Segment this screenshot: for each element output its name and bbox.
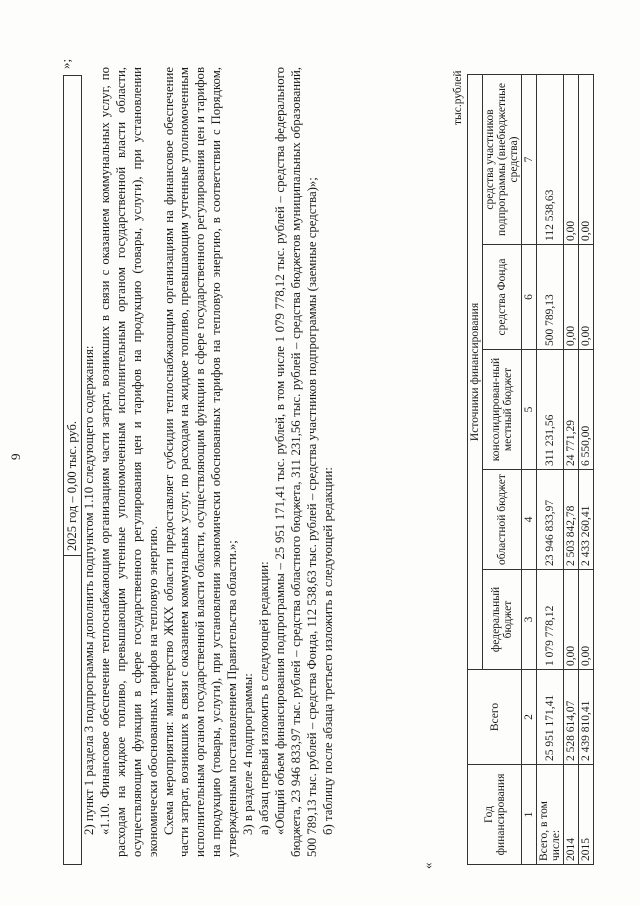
header-municipal: консолидирован-ный местный бюджет bbox=[483, 350, 522, 470]
paragraph: б) таблицу после абзаца третьего изложить в следующей редакции: bbox=[320, 467, 335, 835]
previous-table-empty-cell bbox=[64, 556, 82, 865]
cell-fund: 0,00 bbox=[579, 245, 594, 350]
cell-participants: 112 538,63 bbox=[537, 74, 564, 244]
paragraph: Схема мероприятия: министерство ЖКХ области предоставляет субсидии теплоснабжающим организациям на финансовое обеспечение части затрат, возникших в связи с оказанием коммунальных услуг, по расходам на жидкое топливо, превышающим учтенные уполномоченным исполнительным органом государственной власти области, осуществляющим функции в сфере государственного регулирования цен и тарифов на продукцию (товары, услуги), при установлении экономически обоснованных тарифов на тепловую энергию, в соответствии с Порядком, утвержденным постановлением Правительства области.»; bbox=[161, 67, 240, 857]
cell-municipal: 311 231,56 bbox=[537, 350, 564, 470]
cell-regional: 23 946 833,97 bbox=[537, 470, 564, 570]
cell-municipal: 24 771,29 bbox=[564, 350, 579, 470]
paragraph: «1.10. Финансовое обеспечение теплоснабжающим организациям части затрат, возникших в связи с оказанием коммунальных услуг, по расходам на жидкое топливо, превышающим учтенные уполномоченным исполнительным органом государственной власти области, осуществляющим функции в сфере государственного регулирования цен и тарифов на продукцию (товары, услуги), при установлении экономически обоснованных тарифов на тепловую энергию. bbox=[97, 67, 160, 857]
header-year: Год финансирования bbox=[468, 765, 522, 865]
cell-participants: 0,00 bbox=[564, 74, 579, 244]
column-index: 7 bbox=[522, 74, 537, 244]
column-index: 4 bbox=[522, 470, 537, 570]
cell-municipal: 6 550,00 bbox=[579, 350, 594, 470]
units-label: тыс.рублей bbox=[452, 70, 464, 125]
header-regional: областной бюджет bbox=[483, 470, 522, 570]
cell-total: 2 528 614,07 bbox=[564, 670, 579, 765]
cell-fund: 0,00 bbox=[564, 245, 579, 350]
body-text bbox=[82, 67, 337, 857]
paragraph: 2) пункт 1 раздела 3 подпрограммы дополнить подпунктом 1.10 следующего содержания: bbox=[82, 345, 96, 835]
cell-year: Всего, в том числе: bbox=[537, 765, 564, 865]
financing-table bbox=[467, 74, 594, 865]
table-row bbox=[579, 74, 594, 864]
cell-federal: 0,00 bbox=[579, 570, 594, 670]
page-number: 9 bbox=[8, 453, 23, 460]
paragraph: «Общий объем финансирования подпрограммы – 25 951 171,41 тыс. рублей, в том числе 1 079 778,12 тыс. рублей – средства федерального бюджета, 23 946 833,97 тыс. рублей – средства областного бюджета, 311 231,56 тыс. рублей – средства бюджетов муниципальных образований, 500 789,13 тыс. рублей – средства Фонда, 112 538,63 тыс. рублей – средства участников подпрограммы (заемные средства)»; bbox=[272, 67, 319, 857]
cell-year: 2015 bbox=[579, 765, 594, 865]
paragraph: а) абзац первый изложить в следующей редакции: bbox=[256, 561, 271, 835]
header-federal: федеральный бюджет bbox=[483, 570, 522, 670]
cell-total: 2 439 810,41 bbox=[579, 670, 594, 765]
table-row bbox=[537, 74, 564, 864]
closing-quote-mark: »; bbox=[58, 58, 73, 69]
previous-table-tail bbox=[63, 75, 82, 865]
cell-regional: 2 503 842,78 bbox=[564, 470, 579, 570]
cell-federal: 1 079 778,12 bbox=[537, 570, 564, 670]
column-index: 2 bbox=[522, 670, 537, 765]
header-total: Всего bbox=[468, 670, 522, 765]
column-index: 3 bbox=[522, 570, 537, 670]
cell-fund: 500 789,13 bbox=[537, 245, 564, 350]
paragraph: 3) в разделе 4 подпрограммы: bbox=[241, 673, 256, 835]
column-index-row bbox=[522, 74, 537, 864]
column-index: 1 bbox=[522, 765, 537, 865]
header-fund: средства Фонда bbox=[483, 245, 522, 350]
previous-table-cell: 2025 год – 0,00 тыс. руб. bbox=[64, 76, 82, 556]
opening-quote-mark: « bbox=[420, 862, 435, 869]
column-index: 5 bbox=[522, 350, 537, 470]
cell-regional: 2 433 260,41 bbox=[579, 470, 594, 570]
header-sources: Источники финансирования bbox=[468, 74, 483, 669]
cell-participants: 0,00 bbox=[579, 74, 594, 244]
cell-total: 25 951 171,41 bbox=[537, 670, 564, 765]
table-row bbox=[564, 74, 579, 864]
column-index: 6 bbox=[522, 245, 537, 350]
cell-year: 2014 bbox=[564, 765, 579, 865]
header-participants: средства участников подпрограммы (внебюджетные средства) bbox=[483, 74, 522, 244]
cell-federal: 0,00 bbox=[564, 570, 579, 670]
